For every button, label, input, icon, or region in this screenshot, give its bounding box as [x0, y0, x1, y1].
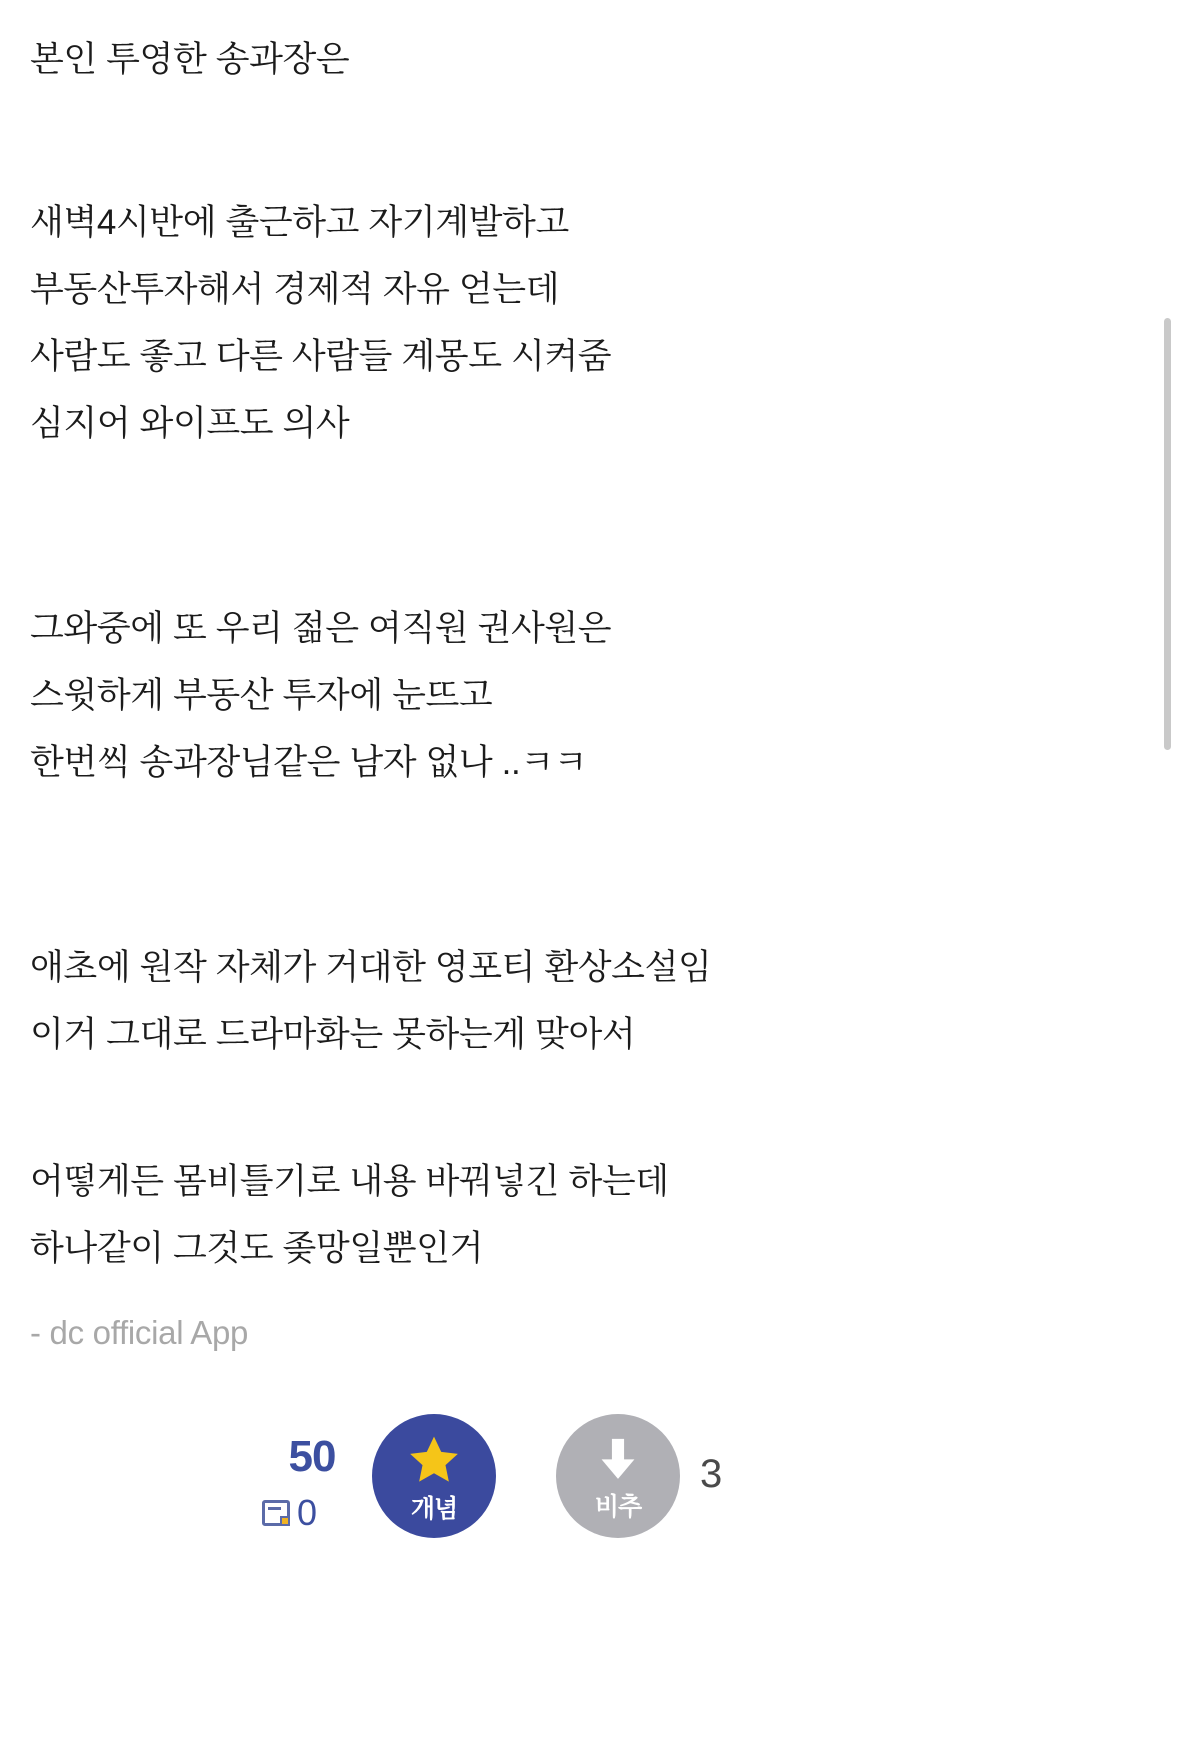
recommend-count: 50 [288, 1432, 336, 1481]
spacer [30, 553, 1050, 595]
post-line: 사람도 좋고 다른 사람들 계몽도 시켜줌 [30, 337, 612, 376]
post-line: 부동산투자해서 경제적 자유 얻는데 [30, 270, 560, 309]
vote-bar [0, 1390, 1179, 1590]
dislike-label: 비추 [594, 1493, 642, 1521]
post-line: 한번씩 송과장님같은 남자 없나 ..ㅋㅋ [30, 743, 588, 782]
arrow-down-icon [591, 1433, 645, 1487]
vertical-scrollbar[interactable] [1164, 318, 1171, 750]
dislike-button[interactable] [556, 1414, 680, 1538]
spacer [30, 1068, 1050, 1148]
spacer [30, 796, 1050, 892]
post-line: 스윗하게 부동산 투자에 눈뜨고 [30, 676, 493, 715]
paragraph-2 [30, 189, 1050, 457]
paragraph-1 [30, 26, 1050, 93]
dislike-count: 3 [700, 1452, 722, 1496]
spacer [30, 93, 1050, 189]
paragraph-3 [30, 595, 1050, 796]
paragraph-4 [30, 934, 1050, 1068]
paragraph-5 [30, 1148, 1050, 1282]
comment-count: 0 [297, 1492, 317, 1533]
post-line: 어떻게든 몸비틀기로 내용 바꿔넣긴 하는데 [30, 1162, 669, 1201]
post-line: 심지어 와이프도 의사 [30, 404, 350, 443]
star-icon [406, 1433, 462, 1487]
post-line: 하나같이 그것도 좆망일뿐인거 [30, 1229, 483, 1268]
recommend-label: 개념 [410, 1495, 458, 1523]
post-signature: - dc official App [30, 1314, 249, 1351]
post-body [30, 26, 1050, 1358]
comment-icon [262, 1500, 290, 1526]
spacer [30, 457, 1050, 553]
post-line: 이거 그대로 드라마화는 못하는게 맞아서 [30, 1015, 636, 1054]
spacer [30, 892, 1050, 934]
post-line: 새벽4시반에 출근하고 자기계발하고 [30, 203, 569, 242]
post-line: 그와중에 또 우리 젊은 여직원 권사원은 [30, 609, 612, 648]
post-line: 본인 투영한 송과장은 [30, 40, 350, 79]
recommend-button[interactable] [372, 1414, 496, 1538]
comment-counter[interactable] [262, 1492, 316, 1534]
post-line: 애초에 원작 자체가 거대한 영포티 환상소설임 [30, 948, 712, 987]
